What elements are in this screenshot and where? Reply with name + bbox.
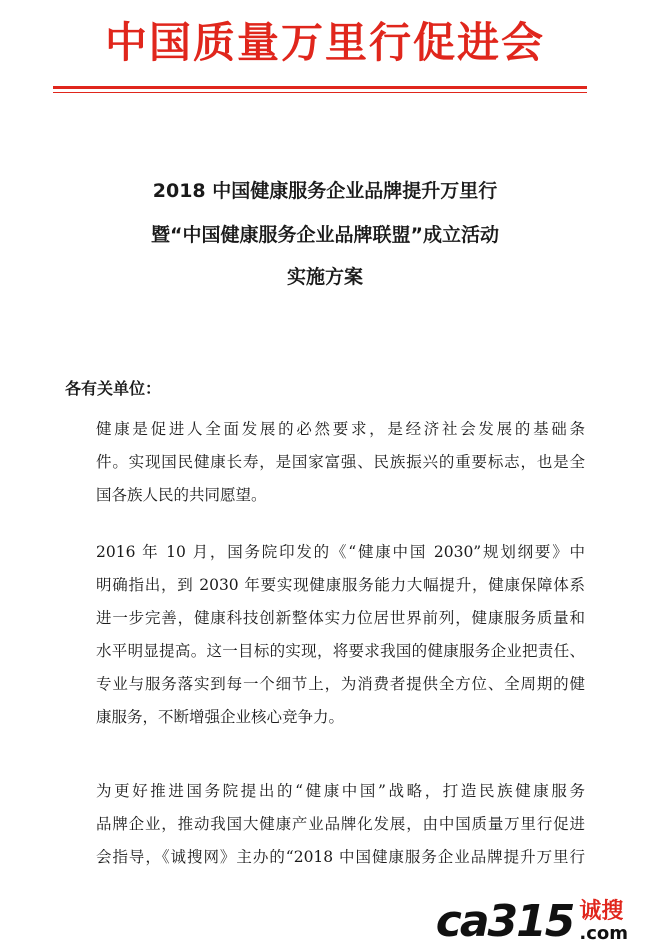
salutation: 各有关单位：	[65, 379, 162, 398]
paragraph-line: 会指导，《诚搜网》主办的“2018 中国健康服务企业品牌提升万里行	[96, 848, 585, 866]
paragraph-line: 康服务，不断增强企业核心竞争力。	[96, 708, 345, 726]
paragraph-line: 健康是促进人全面发展的必然要求，是经济社会发展的基础条	[96, 420, 585, 438]
paragraph-line: 专业与服务落实到每一个细节上，为消费者提供全方位、全周期的健	[96, 675, 585, 693]
document-title-line-3: 实施方案	[286, 266, 363, 288]
paragraph-line: 明确指出，到 2030 年要实现健康服务能力大幅提升，健康保障体系	[96, 576, 585, 594]
paragraph-1	[65, 413, 585, 512]
paragraph-line: 2016 年 10 月，国务院印发的《“健康中国 2030”规划纲要》中	[96, 543, 585, 561]
paragraph-line: 品牌企业，推动我国大健康产业品牌化发展，由中国质量万里行促进	[96, 815, 585, 833]
watermark-brand-cn: 诚搜	[579, 899, 624, 924]
org-letterhead-title: 中国质量万里行促进会	[104, 18, 545, 67]
site-watermark	[435, 896, 628, 947]
watermark-domain: .com	[579, 923, 628, 944]
paragraph-line: 水平明显提高。这一目标的实现，将要求我国的健康服务企业把责任、	[96, 642, 585, 660]
watermark-brand	[579, 900, 628, 944]
paragraph-2	[65, 536, 585, 734]
document-title-line-1: 2018 中国健康服务企业品牌提升万里行	[152, 180, 498, 202]
letterhead-rule-thick	[53, 86, 587, 89]
paragraph-line: 进一步完善，健康科技创新整体实力位居世界前列，健康服务质量和	[96, 609, 585, 627]
watermark-logo: ca315	[435, 896, 574, 947]
paragraph-line: 为更好推进国务院提出的“健康中国”战略，打造民族健康服务	[96, 782, 585, 800]
document-title-line-2: 暨“中国健康服务企业品牌联盟”成立活动	[151, 224, 499, 246]
paragraph-line: 件。实现国民健康长寿，是国家富强、民族振兴的重要标志，也是全	[96, 453, 585, 471]
paragraph-line: 国各族人民的共同愿望。	[96, 486, 267, 504]
paragraph-3	[65, 775, 585, 874]
letterhead-rule-thin	[53, 92, 587, 93]
